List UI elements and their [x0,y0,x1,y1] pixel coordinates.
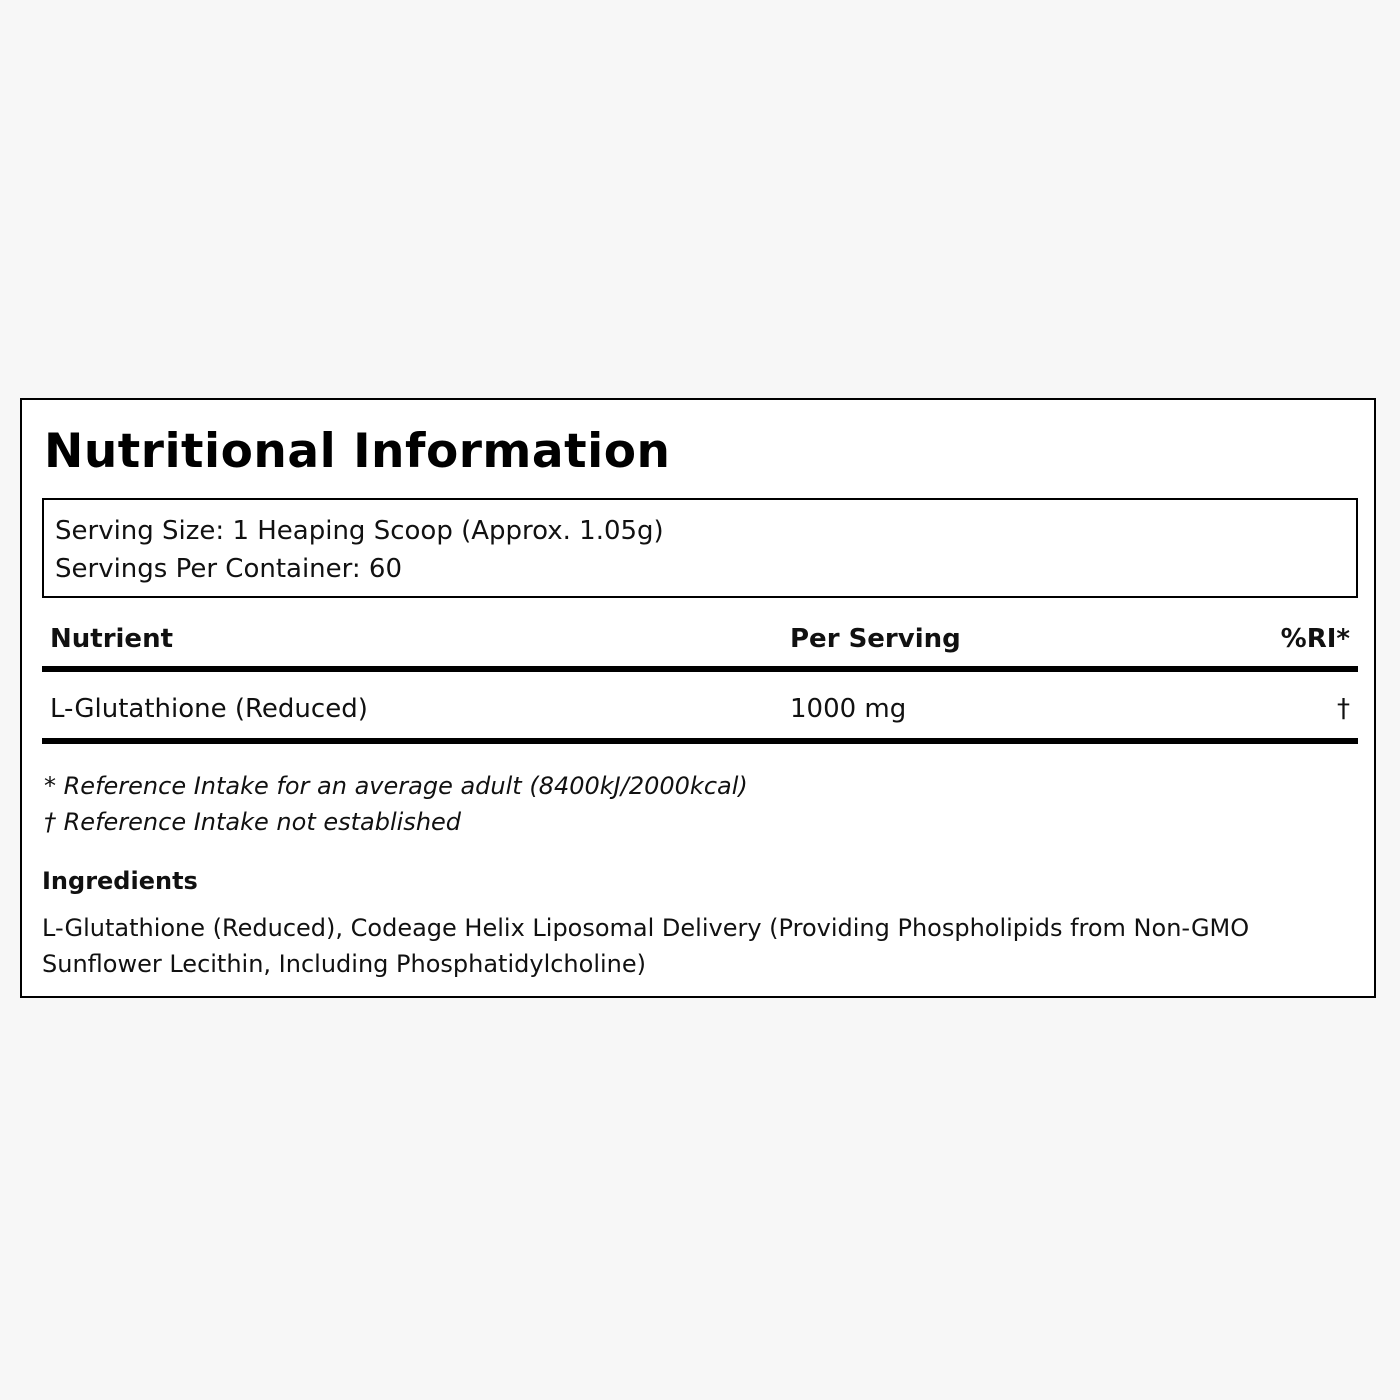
header-nutrient: Nutrient [50,624,174,654]
header-ri: %RI* [1280,624,1350,654]
nutrition-panel [20,398,1376,998]
table-row [42,694,1358,734]
header-per-serving: Per Serving [790,624,961,654]
serving-info-box [42,498,1358,598]
serving-size: Serving Size: 1 Heaping Scoop (Approx. 1.05g) [55,516,664,546]
footnote-reference-intake: * Reference Intake for an average adult (8400kJ/2000kcal) [44,772,748,800]
row-per-serving: 1000 mg [790,694,907,724]
servings-per-container: Servings Per Container: 60 [55,554,403,584]
panel-title: Nutritional Information [44,424,671,479]
ingredients-heading: Ingredients [42,867,198,895]
table-header-row [42,624,1358,664]
footnotes [44,768,748,840]
table-bottom-divider [42,738,1358,744]
footnote-not-established: † Reference Intake not established [44,808,462,836]
row-nutrient: L-Glutathione (Reduced) [50,694,368,724]
row-ri: † [1337,694,1350,724]
ingredients-text: L-Glutathione (Reduced), Codeage Helix Liposomal Delivery (Providing Phospholipids from Non-GMO Sunflower Lecithin, Including Phosphatidylcholine) [42,914,1250,978]
header-divider [42,666,1358,672]
